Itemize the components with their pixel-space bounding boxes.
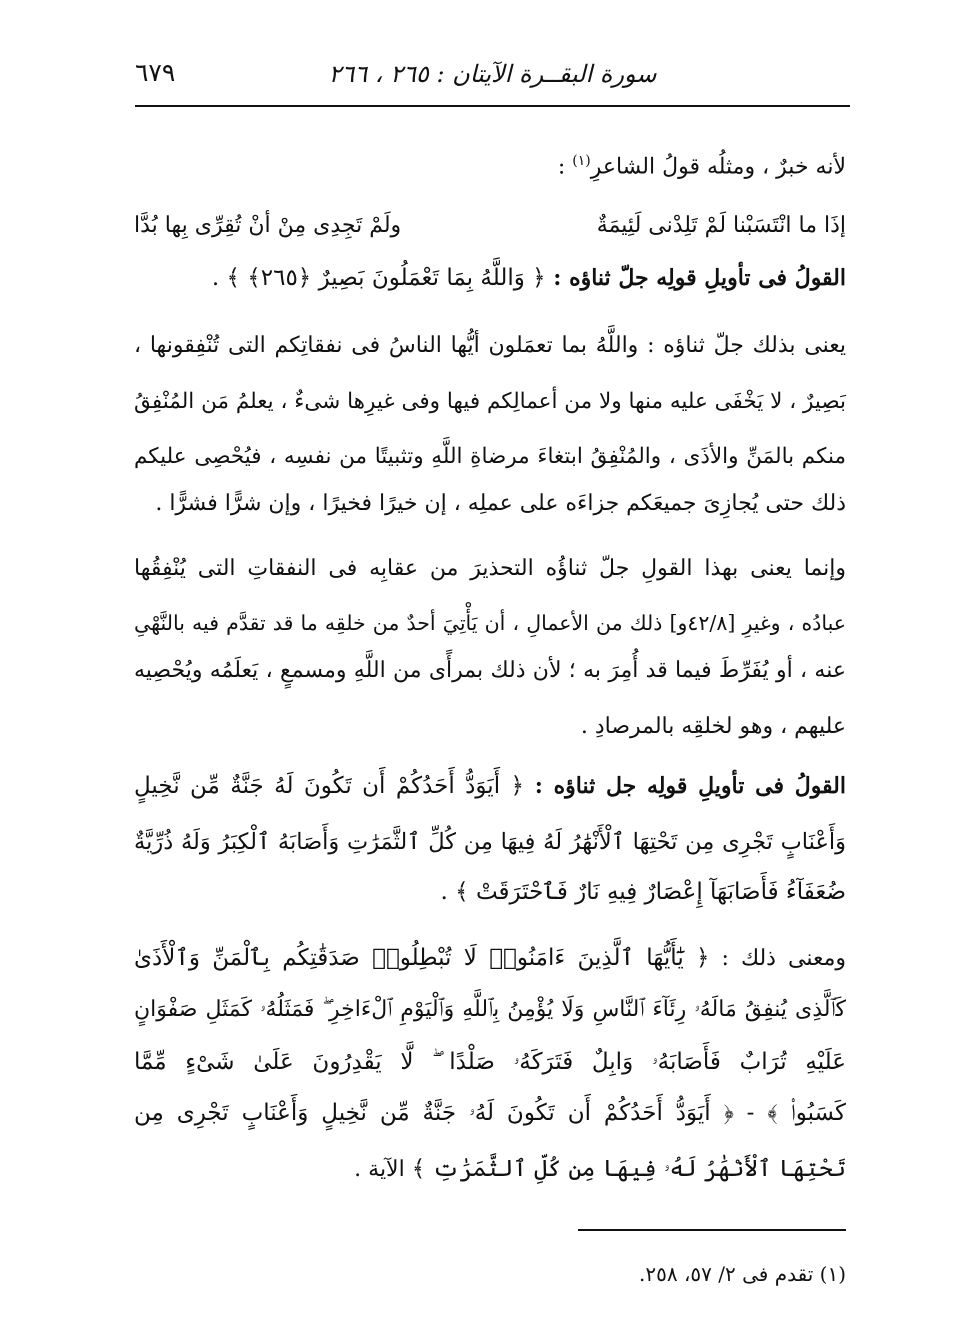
- paragraph-1-line-2: بَصِيرٌ ، لا يَخْفَى عليه منها ولا من أعمالِكم فيها وفى غيرِها شىءٌ ، يعلمُ مَن المُنْفِقُ: [134, 389, 846, 414]
- paragraph-2-line-4: عليهم ، وهو لخلقِه بالمرصادِ .: [580, 714, 846, 739]
- quran-verse-line-2: وَأَعْنَابٍ تَجْرِى مِن تَحْتِهَا ٱلْأَنْهَٰرُ لَهُ فِيهَا مِن كُلِّ ٱلثَّمَرَٰتِ وَأَصَابَهُ ٱلْكِبَرُ وَلَهُ ذُرِّيَّةٌ: [134, 829, 846, 855]
- quran-verse: ﴿ أَيَوَدُّ أَحَدُكُمْ أَن تَكُونَ لَهُ جَنَّةٌ مِّن نَّخِيلٍ: [134, 773, 524, 799]
- intro-line: [134, 145, 846, 183]
- footnote-1: (١) تقدم فى ٢/ ٥٧، ٢٥٨.: [639, 1262, 846, 1286]
- intro-text: لأنه خبرٌ ، ومثلُه قولُ الشاعرِ: [590, 154, 846, 180]
- quran-verse: ﴿ وَاللَّهُ بِمَا تَعْمَلُونَ بَصِيرٌ ﴿٢٦٥﴾ ﴾ .: [211, 265, 546, 291]
- section-heading-265: [134, 262, 846, 295]
- paragraph-2-line-2: عبادُه ، وغيرِ [٤٢/٨و] ذلك من الأعمالِ ، أن يَأْتِيَ أحدٌ من خلقِه ما قد تقدَّم فيه بالنَّهْىِ: [134, 611, 846, 635]
- paragraph-3-line-1: [134, 942, 846, 975]
- paragraph-1-line-4: ذلك حتى يُجازِىَ جميعَكم جزاءَه على عملِه ، إن خيرًا فخيرًا ، وإن شرًّا فشرًّا .: [155, 491, 846, 516]
- paragraph-2-line-1: وإنما يعنى بهذا القولِ جلّ ثناؤُه التحذيرَ من عقابِه فى النفقاتِ التى يُنْفِقُها: [134, 556, 846, 581]
- paragraph-3-line-2: كَٱلَّذِى يُنفِقُ مَالَهُۥ رِئَآءَ ٱلنَّاسِ وَلَا يُؤْمِنُ بِٱللَّهِ وَٱلْيَوْمِ ٱلْءَاخِرِ ۖ فَمَثَلُهُۥ كَمَثَلِ صَفْوَانٍ: [134, 997, 846, 1022]
- intro-tail: :: [557, 154, 573, 180]
- paragraph-2-line-3: عنه ، أو يُفَرِّطَ فيما قد أُمِرَ به ؛ لأن ذلك بمرأًى من اللَّهِ ومسمعٍ ، يَعلَمُه ويُحْصِيه: [134, 658, 846, 683]
- page-number: ٦٧٩: [135, 58, 176, 87]
- quran-verse: تَحْتِهَا ٱلْأَنْهَٰرُ لَهُۥ فِيهَا مِن كُلِّ ٱلثَّمَرَٰتِ ﴾: [411, 1156, 846, 1182]
- paragraph-3-line-4: كَسَبُوا۟ ﴾ - ﴿ أَيَوَدُّ أَحَدُكُمْ أَن تَكُونَ لَهُۥ جَنَّةٌ مِّن نَّخِيلٍ وَأَعْنَابٍ تَجْرِى مِن: [134, 1100, 846, 1126]
- meaning-lead: ومعنى ذلك :: [709, 946, 846, 971]
- footnote-ref[interactable]: (١): [572, 153, 591, 169]
- quran-verse: ﴿ يَٰٓأَيُّهَا ٱلَّذِينَ ءَامَنُوا۟ لَا تُبْطِلُوا۟ صَدَقَٰتِكُم بِٱلْمَنِّ وَٱلْأَذَىٰ: [134, 945, 710, 971]
- poem-hemistich-right: إذَا ما انْتَسَبْنا لَمْ تَلِدْنى لَئِيمَةٌ: [596, 213, 846, 238]
- poem-hemistich-left: ولَمْ تَجِدِى مِنْ أنْ تُقِرِّى بِها بُدَّا: [134, 213, 402, 238]
- page-header: [135, 52, 850, 94]
- heading-lead: القولُ فى تأويلِ قولِه جل ثناؤه :: [523, 773, 846, 799]
- paragraph-1-line-3: منكم بالمَنِّ والأذَى ، والمُنْفِقُ ابتغاءَ مرضاةِ اللَّهِ وتثبيتًا من نفسِه ، فيُحْصِى عليكم: [134, 444, 846, 469]
- verse-tail: الآية .: [354, 1157, 412, 1182]
- header-rule: [135, 105, 850, 107]
- heading-lead: القولُ فى تأويلِ قولِه جلّ ثناؤه :: [545, 265, 846, 291]
- footnote-rule: [578, 1229, 846, 1231]
- quran-verse-line-3: ضُعَفَآءُ فَأَصَابَهَآ إِعْصَارٌ فِيهِ نَارٌ فَٱحْتَرَقَتْ ﴾ .: [440, 879, 846, 905]
- poem-verse: [134, 210, 846, 242]
- section-heading-266: [134, 770, 846, 803]
- running-title: سورة البقــرة الآيتان : ٢٦٥ ، ٢٦٦: [328, 60, 657, 88]
- paragraph-1-line-1: يعنى بذلك جلّ ثناؤه : واللَّهُ بما تعمَلون أيُّها الناسُ فى نفقاتِكم التى تُنْفِقونها ،: [134, 333, 846, 358]
- paragraph-3-line-3: عَلَيْهِ تُرَابٌ فَأَصَابَهُۥ وَابِلٌ فَتَرَكَهُۥ صَلْدًا ۖ لَّا يَقْدِرُونَ عَلَىٰ شَىْءٍ مِّمَّا: [134, 1049, 846, 1075]
- paragraph-3-line-5: [134, 1153, 846, 1186]
